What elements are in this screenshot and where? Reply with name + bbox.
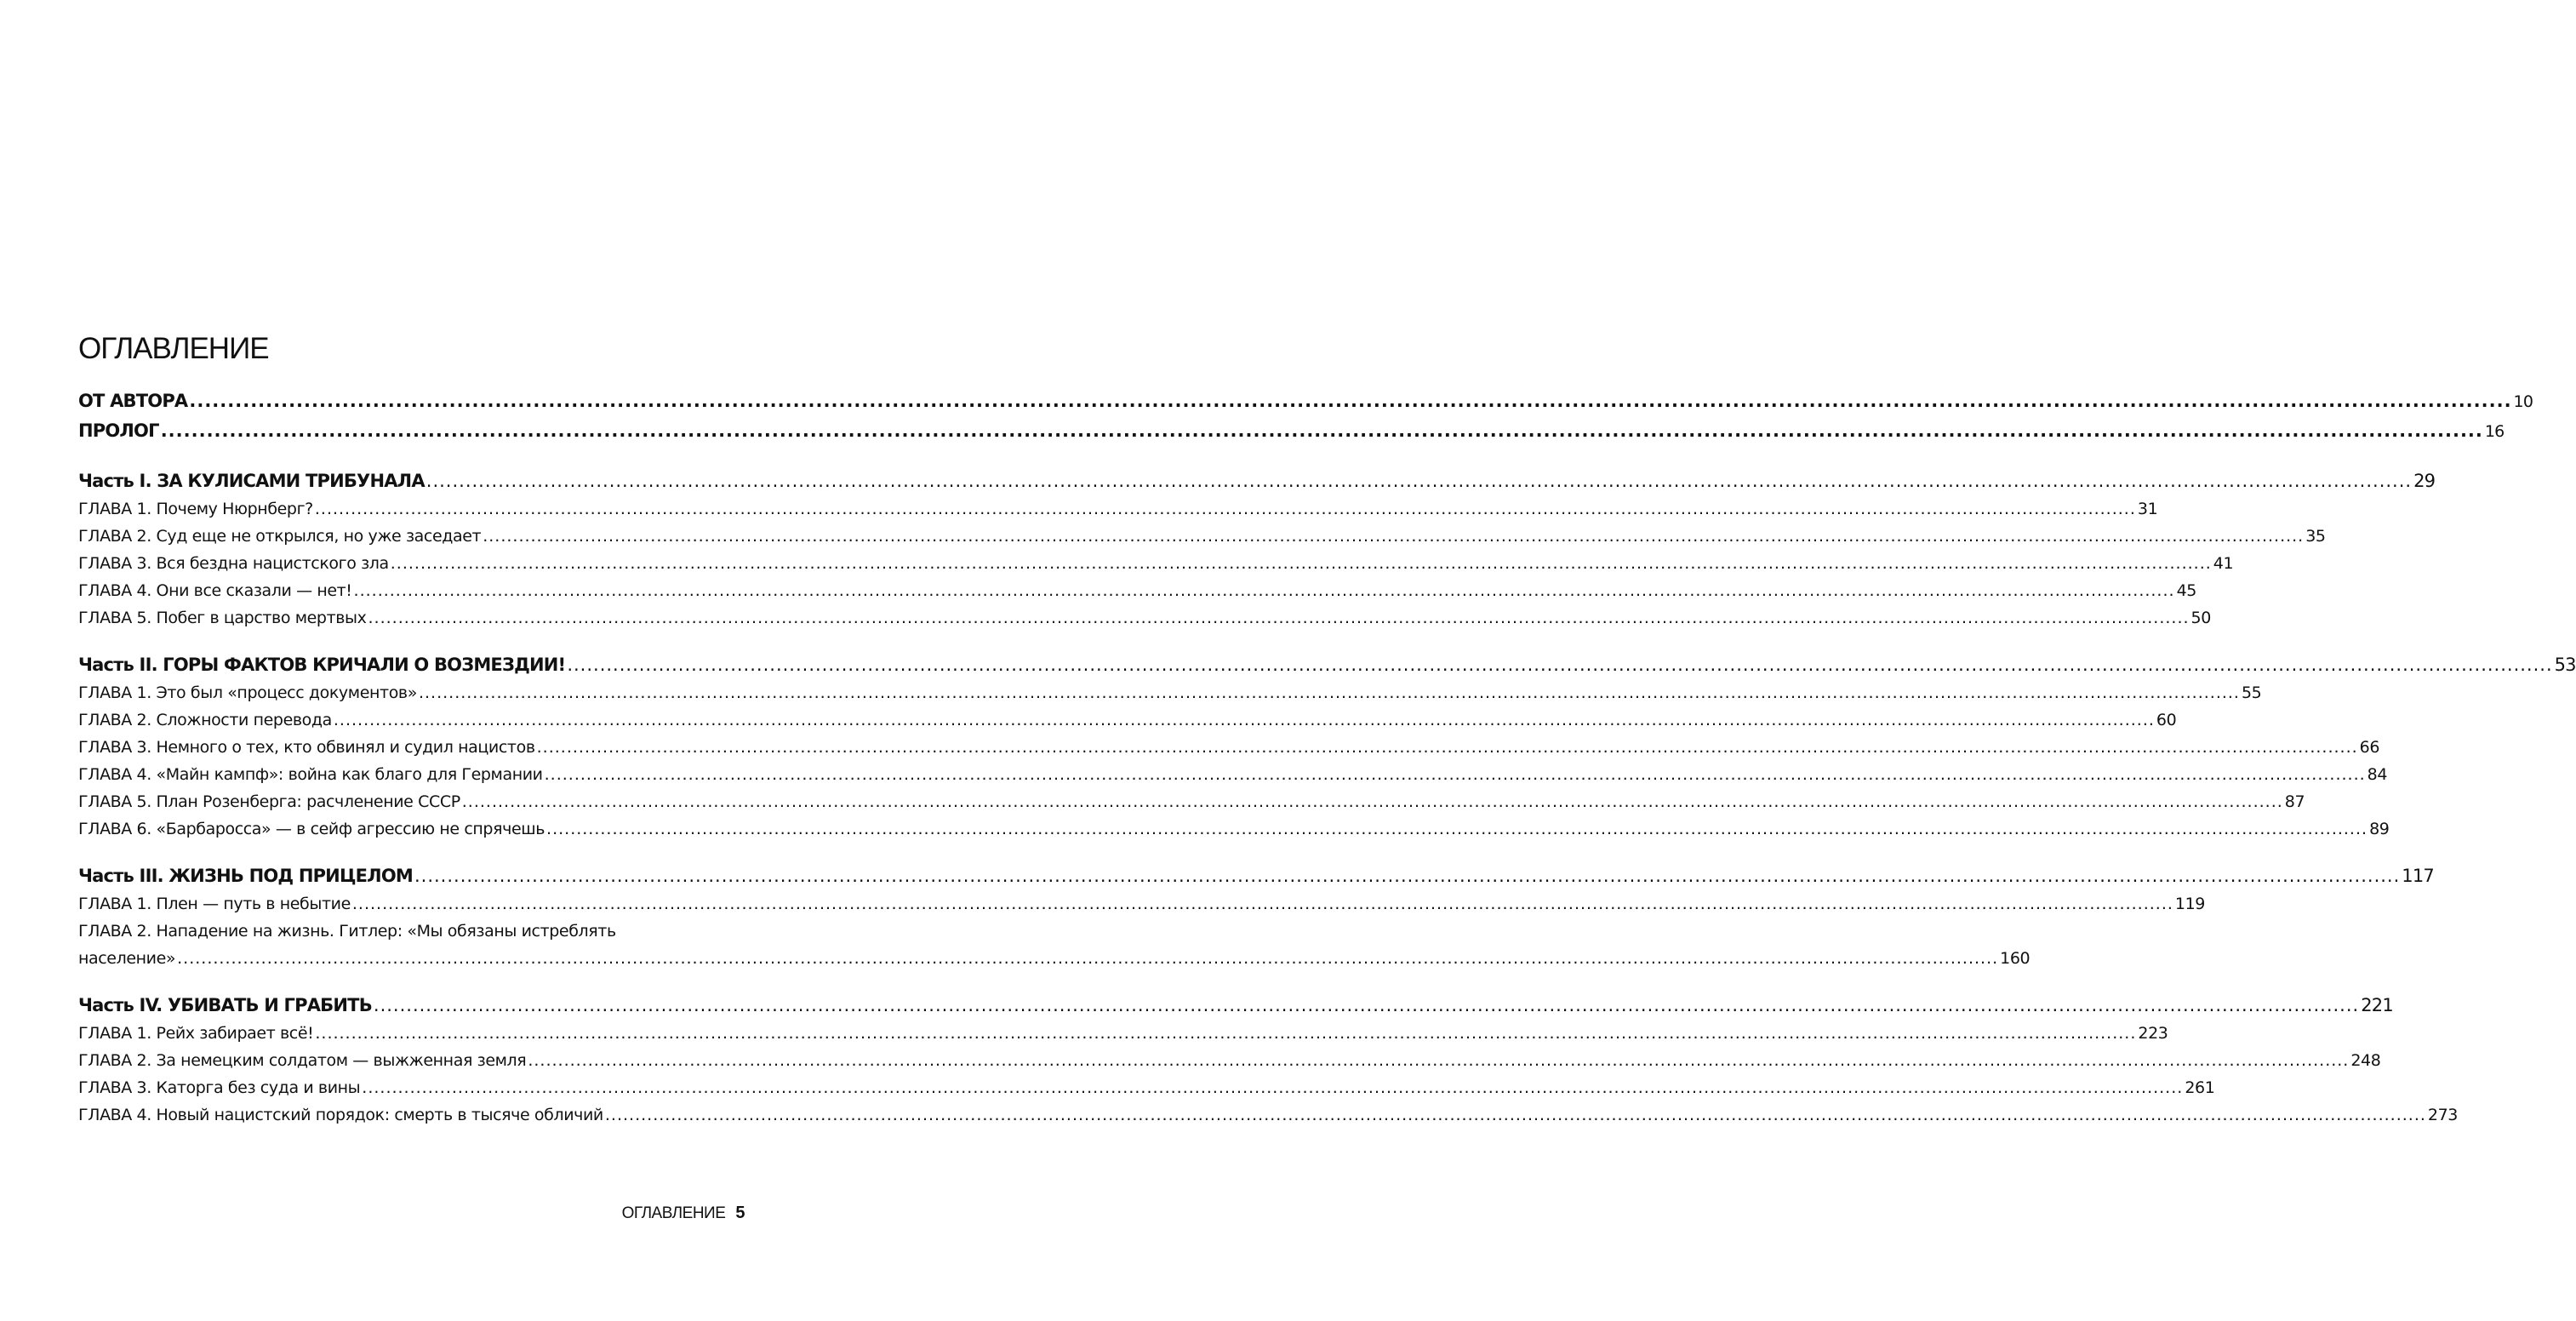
dot-leader	[391, 550, 2212, 577]
chapter-label: ГЛАВА 5. План Розенберга: расчленение СССР	[78, 792, 460, 811]
toc-chapter[interactable]	[78, 1020, 2168, 1047]
chapter-page: 45	[2176, 581, 2196, 600]
entry-page: 16	[2484, 422, 2505, 441]
dot-leader	[352, 890, 2173, 918]
chapter-page: 248	[2350, 1051, 2381, 1070]
part-page: 53	[2554, 655, 2576, 675]
toc-chapter[interactable]	[78, 1101, 2458, 1129]
toc-part-1[interactable]	[78, 466, 2436, 495]
toc-part-4[interactable]	[78, 991, 2393, 1020]
toc-chapter[interactable]	[78, 550, 2234, 577]
chapter-label: ГЛАВА 4. Новый нацистский порядок: смерть в тысяче обличий	[78, 1106, 603, 1124]
chapter-page: 84	[2367, 765, 2388, 784]
dot-leader	[161, 416, 2483, 446]
dot-leader	[374, 991, 2359, 1020]
chapter-label: ГЛАВА 2. Суд еще не открылся, но уже заседает	[78, 527, 482, 546]
page-number: 5	[735, 1204, 745, 1222]
chapter-page: 89	[2369, 820, 2390, 838]
dot-leader	[426, 466, 2412, 495]
dot-leader	[528, 1047, 2349, 1074]
chapter-label: ГЛАВА 5. Побег в царство мертвых	[78, 609, 367, 627]
dot-leader	[354, 577, 2175, 604]
dot-leader	[315, 495, 2136, 523]
part-page: 221	[2361, 995, 2393, 1015]
toc-entry-prologue[interactable]	[78, 416, 2505, 446]
toc-chapter[interactable]	[78, 604, 2211, 632]
chapter-page: 50	[2190, 609, 2211, 627]
toc-chapter[interactable]	[78, 734, 2380, 761]
toc-title: ОГЛАВЛЕНИЕ	[78, 332, 269, 365]
entry-label: ПРОЛОГ	[78, 420, 159, 441]
toc-chapter[interactable]	[78, 815, 2390, 843]
chapter-page: 87	[2284, 792, 2305, 811]
dot-leader	[537, 734, 2358, 761]
chapter-page: 55	[2241, 683, 2262, 702]
chapter-page: 35	[2305, 527, 2326, 546]
dot-leader	[419, 679, 2240, 706]
dot-leader	[362, 1074, 2183, 1101]
chapter-label: ГЛАВА 4. «Майн кампф»: война как благо для Германии	[78, 765, 543, 784]
chapter-label: ГЛАВА 2. Сложности перевода	[78, 711, 332, 729]
dot-leader	[605, 1101, 2426, 1129]
chapter-page: 223	[2138, 1024, 2168, 1043]
toc-chapter[interactable]	[78, 761, 2388, 788]
chapter-label: ГЛАВА 3. Каторга без суда и вины	[78, 1078, 361, 1097]
chapter-page: 261	[2185, 1078, 2215, 1097]
toc-chapter[interactable]	[78, 890, 2205, 918]
chapter-page: 160	[2000, 949, 2031, 968]
part-title: Часть I. ЗА КУЛИСАМИ ТРИБУНАЛА	[78, 471, 425, 491]
table-of-contents	[78, 330, 2576, 1129]
chapter-page: 119	[2174, 895, 2205, 913]
toc-part-3[interactable]	[78, 861, 2434, 890]
chapter-label: ГЛАВА 3. Вся бездна нацистского зла	[78, 554, 389, 573]
toc-chapter[interactable]	[78, 577, 2196, 604]
part-page: 117	[2402, 866, 2434, 886]
dot-leader	[567, 650, 2552, 679]
dot-leader	[334, 706, 2155, 734]
toc-chapter[interactable]	[78, 679, 2262, 706]
chapter-label: ГЛАВА 1. Плен — путь в небытие	[78, 895, 351, 913]
toc-part-2[interactable]	[78, 650, 2576, 679]
chapter-page: 273	[2427, 1106, 2458, 1124]
dot-leader	[545, 761, 2366, 788]
chapter-label: ГЛАВА 6. «Барбаросса» — в сейф агрессию не спрячешь	[78, 820, 545, 838]
toc-entry-author[interactable]	[78, 386, 2533, 416]
running-header: ОГЛАВЛЕНИЕ	[621, 1204, 726, 1222]
toc-chapter-multiline[interactable]	[78, 918, 2031, 972]
chapter-label-line2: население»	[78, 949, 176, 968]
part-title: Часть III. ЖИЗНЬ ПОД ПРИЦЕЛОМ	[78, 866, 413, 886]
toc-chapter[interactable]	[78, 1074, 2215, 1101]
dot-leader	[315, 1020, 2136, 1047]
part-title: Часть II. ГОРЫ ФАКТОВ КРИЧАЛИ О ВОЗМЕЗДИИ!	[78, 655, 566, 675]
chapter-label: ГЛАВА 1. Рейх забирает всё!	[78, 1024, 314, 1043]
dot-leader	[483, 523, 2304, 550]
entry-label: ОТ АВТОРА	[78, 391, 188, 411]
chapter-label: ГЛАВА 4. Они все сказали — нет!	[78, 581, 352, 600]
chapter-label: ГЛАВА 3. Немного о тех, кто обвинял и судил нацистов	[78, 738, 535, 757]
toc-chapter[interactable]	[78, 523, 2326, 550]
toc-chapter[interactable]	[78, 495, 2158, 523]
dot-leader	[462, 788, 2283, 815]
chapter-label: ГЛАВА 1. Почему Нюрнберг?	[78, 500, 313, 518]
chapter-page: 60	[2156, 711, 2177, 729]
dot-leader	[177, 945, 1998, 972]
chapter-label-line1: ГЛАВА 2. Нападение на жизнь. Гитлер: «Мы обязаны истреблять	[78, 922, 616, 941]
chapter-label: ГЛАВА 1. Это был «процесс документов»	[78, 683, 417, 702]
dot-leader	[368, 604, 2190, 632]
toc-chapter[interactable]	[78, 706, 2177, 734]
toc-chapter[interactable]	[78, 1047, 2381, 1074]
dot-leader	[414, 861, 2400, 890]
chapter-label: ГЛАВА 2. За немецким солдатом — выжженная земля	[78, 1051, 527, 1070]
entry-page: 10	[2513, 392, 2533, 411]
part-page: 29	[2413, 471, 2436, 491]
dot-leader	[546, 815, 2368, 843]
chapter-page: 66	[2359, 738, 2380, 757]
chapter-page: 41	[2213, 554, 2234, 573]
dot-leader	[189, 386, 2511, 416]
chapter-page: 31	[2137, 500, 2158, 518]
part-title: Часть IV. УБИВАТЬ И ГРАБИТЬ	[78, 995, 372, 1015]
page-footer	[622, 1204, 745, 1223]
toc-chapter[interactable]	[78, 788, 2305, 815]
